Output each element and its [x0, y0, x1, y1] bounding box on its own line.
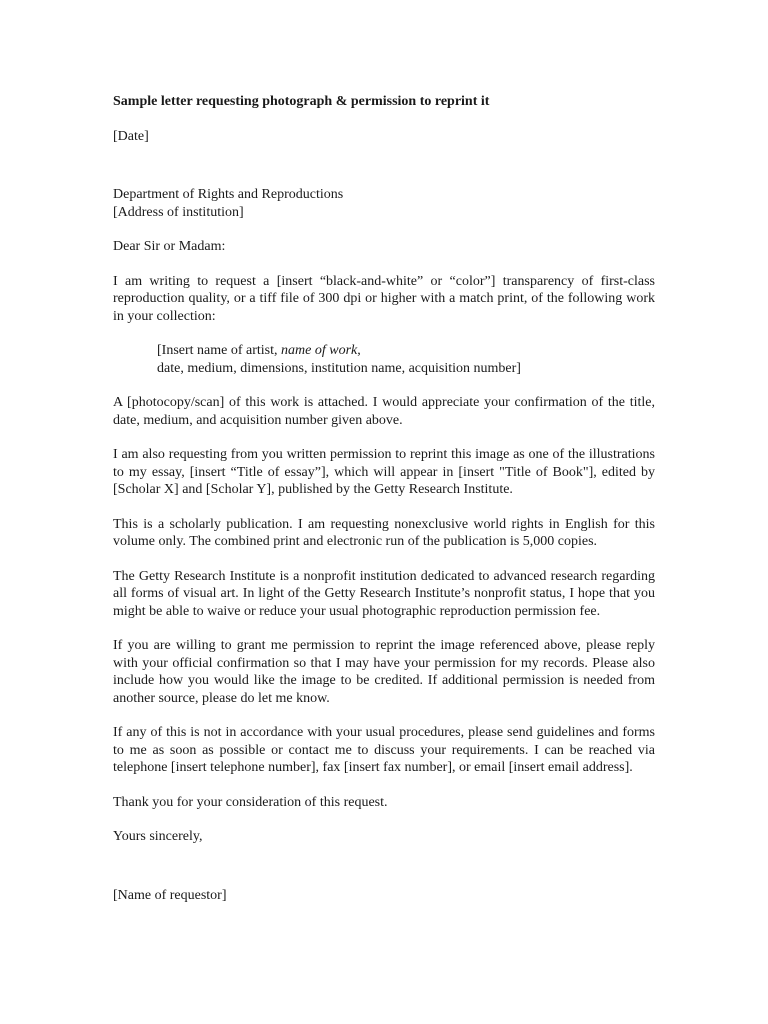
artwork-details [157, 342, 655, 377]
address-line-1: Department of Rights and Reproductions [113, 187, 344, 202]
closing: Yours sincerely, [113, 829, 203, 844]
recipient-address [113, 186, 655, 221]
paragraph-rights: This is a scholarly publication. I am requesting nonexclusive world rights in English for this volume only. The combined print and electronic run of the publication is 5,000 copies. [113, 516, 655, 549]
document-title: Sample letter requesting photograph & permission to reprint it [113, 94, 490, 109]
letter-date: [Date] [113, 128, 149, 144]
signature: [Name of requestor] [113, 887, 227, 903]
paragraph-thanks: Thank you for your consideration of this request. [113, 794, 388, 810]
address-line-2: [Address of institution] [113, 204, 244, 220]
paragraph-request: I am writing to request a [insert “black-and-white” or “color”] transparency of first-class reproduction quality, or a tiff file of 300 dpi or higher with a match print, of the following work in your collection: [113, 273, 655, 324]
paragraph-institute: The Getty Research Institute is a nonprofit institution dedicated to advanced research regarding all forms of visual art. In light of the Getty Research Institute’s nonprofit status, I hope that you might be able to waive or reduce your usual photographic reproduction permission fee. [113, 568, 655, 619]
artwork-work-title: name of work [281, 343, 358, 358]
paragraph-permission: I am also requesting from you written permission to reprint this image as one of the illustrations to my essay, [insert “Title of essay”], which will appear in [insert "Title of Book"], edited by [Scholar X] and [Scholar Y], published by the Getty Research Institute. [113, 447, 655, 497]
salutation: Dear Sir or Madam: [113, 239, 226, 254]
paragraph-attachment: A [photocopy/scan] of this work is attached. I would appreciate your confirmation of the title, date, medium, and acquisition number given above. [113, 395, 655, 428]
letter-body [113, 93, 655, 904]
paragraph-procedures: If any of this is not in accordance with your usual procedures, please send guidelines and forms to me as soon as possible or contact me to discuss your requirements. I can be reached via telephone [insert telephone number], fax [insert fax number], or email [insert email address]. [113, 725, 655, 775]
artwork-line-1 [157, 342, 655, 360]
paragraph-confirmation: If you are willing to grant me permission to reprint the image referenced above, please reply with your official confirmation so that I may have your permission for my records. Please also include how you would like the image to be credited. If additional permission is needed from another source, please do let me know. [113, 638, 655, 706]
artwork-suffix: , [357, 343, 361, 358]
artwork-prefix: [Insert name of artist, [157, 343, 282, 358]
artwork-line-2: date, medium, dimensions, institution name, acquisition number] [157, 360, 521, 376]
